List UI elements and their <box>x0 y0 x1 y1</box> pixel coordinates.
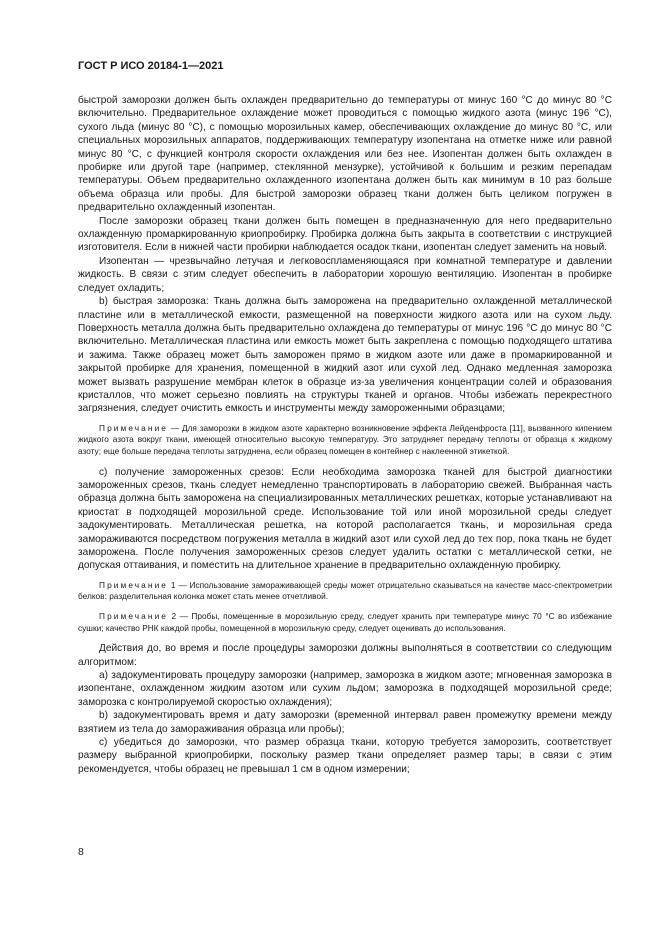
list-item-a-document-procedure: a) задокументировать процедуру заморозки (например, заморозка в жидком азоте; мгновенная заморозка в изопентане, охлажденном жидким азотом или сухим льдом; заморозка в подходящей морозильной среде; заморозка с контролируемой скоростью охлаждения); <box>78 669 612 708</box>
note-text: 2 — Пробы, помещенные в морозильную среду, следует хранить при температуре минус 70 °С во избежание сушки; качество РНК каждой пробы, помещенной в морозильную среду, следует оценивать до использования. <box>78 610 612 633</box>
document-body <box>78 94 612 776</box>
paragraph-after-freezing: После заморозки образец ткани должен быть помещен в предназначенную для него предварительно охлажденную промаркированную криопробирку. Пробирка должна быть закрыта в соответствии с инструкцией изготовителя. Если в нижней части пробирки наблюдается осадок ткани, изопентан следует заменить на новый. <box>78 215 612 254</box>
list-item-c-check-size: c) убедиться до заморозки, что размер образца ткани, которую требуется заморозить, соответствует размеру выбранной криопробирки, поскольку размер ткани определяет размер тары; в связи с этим рекомендуется, чтобы образец не превышал 1 см в одном измерении; <box>78 737 612 775</box>
note-label: Примечание <box>99 579 169 590</box>
note-label: Примечание <box>99 422 169 433</box>
list-item-b-document-time: b) задокументировать время и дату заморозки (временной интервал равен промежутку времени между взятием из тела до замораживания образца или пробы); <box>78 710 612 735</box>
note-text: 1 — Использование замораживающей среды может отрицательно сказываться на качестве масс-спектрометрии белков: разделительная колонка может стать менее отчетливой. <box>78 579 612 602</box>
paragraph-isopentane-cooling: быстрой заморозки должен быть охлажден предварительно до температуры от минус 160 °С до минус 80 °С включительно. Предварительное охлаждение может проводиться с помощью жидкого азота (минус 196 °С), сухого льда (минус 80 °С), с помощью морозильных камер, обеспечивающих охлаждение до минус 80 °С, или специальных морозильных аппаратов, поддерживающих температуру изопентана на отметке ниже или равной минус 80 °С, с функцией контроля скорости охлаждения или без нее. Изопентан должен быть охлажден в пробирке или другой таре (например, стеклянной мензурке), устойчивой к большим и резким перепадам температуры. Объем предварительно охлажденного изопентана должен быть как минимум в 10 раз больше объема образца или пробы. Для быстрой заморозки образец ткани должен быть целиком погружен в предварительно охлажденный изопентан. <box>78 95 612 214</box>
paragraph-isopentane-warning: Изопентан — чрезвычайно летучая и легковоспламеняющаяся при комнатной температуре и давлении жидкость. В связи с этим следует обеспечить в лаборатории хорошую вентиляцию. Изопентан в пробирке следует охладить; <box>78 255 612 294</box>
paragraph-algorithm-intro: Действия до, во время и после процедуры заморозки должны выполняться в соответствии со следующим алгоритмом: <box>78 643 612 668</box>
document-header-title: ГОСТ Р ИСО 20184-1—2021 <box>78 60 224 72</box>
note-leidenfrost <box>78 423 612 458</box>
list-item-b-fast-freezing: b) быстрая заморозка: Ткань должна быть заморожена на предварительно охлажденной металлической пластине или в металлической емкости, размещенной на поверхности жидкого азота или на сухом льду. Поверхность металла должна быть предварительно охлаждена до температуры от минус 196 °С до минус 80 °С включительно. Металлическая пластина или емкость может быть закреплена с помощью подходящего штатива и зажима. Также образец может быть заморожен прямо в жидком азоте или даже в промаркированной и закрытой пробирке для хранения, помещенной в жидкий азот или сухой лед. Однако медленная заморозка может вызвать разрушение мембран клеток в образце из-за увеличения концентрации солей и образования кристаллов, что может серьезно повлиять на структуры тканей и органов. Чтобы избежать перекрестного загрязнения, следует очистить емкость и инструменты между замороженными образцами; <box>78 296 612 415</box>
page-number: 8 <box>78 846 84 858</box>
note-1 <box>78 580 612 603</box>
note-2 <box>78 611 612 634</box>
list-item-c-frozen-sections: c) получение замороженных срезов: Если необходима заморозка тканей для быстрой диагностики замороженных срезов, ткань следует немедленно транспортировать в лабораторию свежей. Выбранная часть образца должна быть заморожена на специализированных металлических решетках, которые устанавливают на криостат в подходящей морозильной среде. Использование той или иной морозильной среды следует задокументировать. Металлическая решетка, на которой располагается ткань, и морозильная среда замораживаются посредством погружения металла в жидкий азот или сухой лед до тех пор, пока ткань не будет заморожена. После получения замороженных срезов следует удалить остатки с металлической сетки, не допуская оттаивания, и поместить на длительное хранение в предварительно охлажденную пробирку. <box>78 466 612 572</box>
note-label: Примечание <box>99 610 169 621</box>
note-text: — Для заморозки в жидком азоте характерно возникновение эффекта Лейденфроста [11], вызванного кипением жидкого азота вокруг ткани, имеющей относительно высокую температуру. Это затрудняет передачу теплоты от образца к жидкому азоту; еще больше передача теплоты затруднена, если образец помещен в контейнер с наклеенной этикеткой. <box>78 422 612 456</box>
